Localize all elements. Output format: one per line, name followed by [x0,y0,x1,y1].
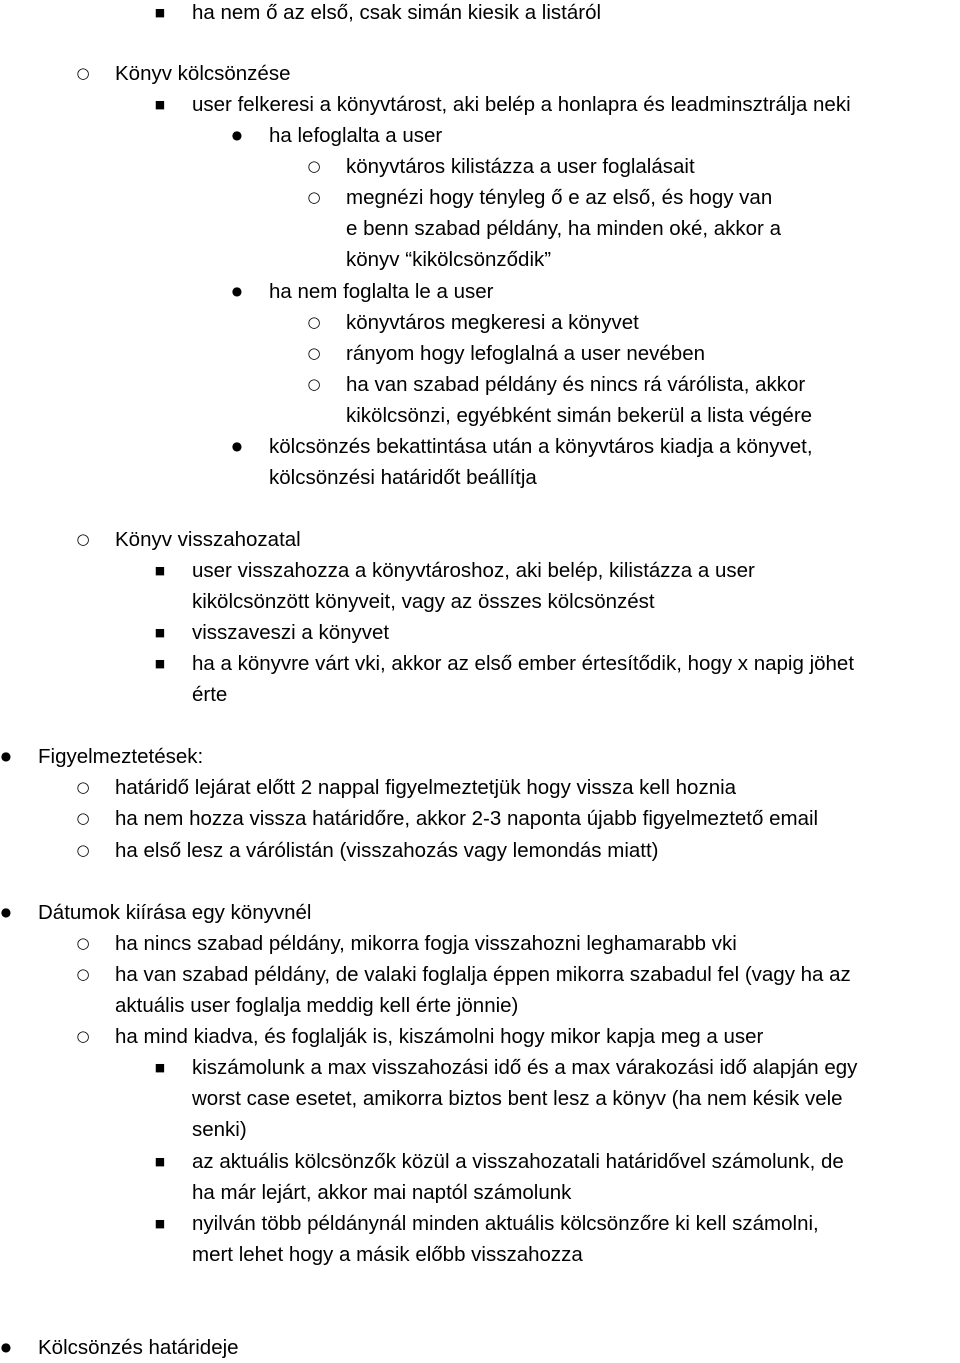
list-item-text: ha mind kiadva, és foglalják is, kiszámolni hogy mikor kapja meg a user [115,1025,764,1048]
section-heading: Könyv visszahozatal [115,528,301,551]
list-item-text: ha van szabad példány és nincs rá várólista, akkor [346,373,806,396]
list-item-text: nyilván több példánynál minden aktuális kölcsönzőre ki kell számolni, [192,1212,819,1235]
list-item-text: ha nincs szabad példány, mikorra fogja visszahozni leghamarabb vki [115,932,737,955]
square-bullet-icon: ■ [154,564,166,577]
list-item-text: user felkeresi a könyvtárost, aki belép a honlapra és leadminsztrálja neki [192,93,851,116]
list-item-text: ha nem foglalta le a user [269,280,494,303]
dot-bullet-icon: ● [0,749,12,763]
square-bullet-icon: ■ [154,98,166,111]
section-heading: Könyv kölcsönzése [115,62,291,85]
list-item-text: határidő lejárat előtt 2 nappal figyelmeztetjük hogy vissza kell hoznia [115,776,737,799]
list-item-text: kölcsönzési határidőt beállítja [269,466,537,489]
circle-bullet-icon: ○ [307,157,321,175]
square-bullet-icon: ■ [154,657,166,670]
list-item-text: könyv “kikölcsönződik” [346,248,552,271]
list-item-text: mert lehet hogy a másik előbb visszahozza [192,1243,583,1266]
list-item-text: visszaveszi a könyvet [192,621,390,644]
circle-bullet-icon: ○ [76,1027,90,1045]
circle-bullet-icon: ○ [307,375,321,393]
section-heading: Dátumok kiírása egy könyvnél [38,901,312,924]
dot-bullet-icon: ● [231,284,243,298]
list-item-text: kikölcsönzi, egyébként simán bekerül a lista végére [346,404,813,427]
dot-bullet-icon: ● [0,1340,12,1354]
list-item-text: ha első lesz a várólistán (visszahozás vagy lemondás miatt) [115,839,659,862]
dot-bullet-icon: ● [231,439,243,453]
list-item-text: kölcsönzés bekattintása után a könyvtáros kiadja a könyvet, [269,435,813,458]
circle-bullet-icon: ○ [307,313,321,331]
circle-bullet-icon: ○ [76,64,90,82]
circle-bullet-icon: ○ [76,530,90,548]
list-item-text: ha van szabad példány, de valaki foglalja éppen mikorra szabadul fel (vagy ha az [115,963,851,986]
list-item-text: könyvtáros megkeresi a könyvet [346,311,639,334]
square-bullet-icon: ■ [154,626,166,639]
circle-bullet-icon: ○ [76,934,90,952]
list-item-text: ha lefoglalta a user [269,124,443,147]
list-item-text: senki) [192,1118,247,1141]
dot-bullet-icon: ● [0,905,12,919]
list-item-text: kikölcsönzött könyveit, vagy az összes kölcsönzést [192,590,655,613]
circle-bullet-icon: ○ [76,841,90,859]
square-bullet-icon: ■ [154,6,166,19]
circle-bullet-icon: ○ [76,809,90,827]
circle-bullet-icon: ○ [76,778,90,796]
list-item-text: ha nem ő az első, csak simán kiesik a listáról [192,1,602,24]
circle-bullet-icon: ○ [307,344,321,362]
list-item-text: ha a könyvre várt vki, akkor az első ember értesítődik, hogy x napig jöhet [192,652,855,675]
square-bullet-icon: ■ [154,1155,166,1168]
list-item-text: rányom hogy lefoglalná a user nevében [346,342,705,365]
list-item-text: érte [192,683,228,706]
list-item-text: worst case esetet, amikorra biztos bent lesz a könyv (ha nem késik vele [192,1087,843,1110]
list-item-text: ha már lejárt, akkor mai naptól számolunk [192,1181,572,1204]
square-bullet-icon: ■ [154,1061,166,1074]
list-item-text: könyvtáros kilistázza a user foglalásait [346,155,695,178]
circle-bullet-icon: ○ [307,188,321,206]
circle-bullet-icon: ○ [76,965,90,983]
list-item-text: user visszahozza a könyvtároshoz, aki belép, kilistázza a user [192,559,755,582]
list-item-text: kiszámolunk a max visszahozási idő és a max várakozási idő alapján egy [192,1056,858,1079]
list-item-text: megnézi hogy tényleg ő e az első, és hogy van [346,186,773,209]
square-bullet-icon: ■ [154,1217,166,1230]
list-item-text: az aktuális kölcsönzők közül a visszahozatali határidővel számolunk, de [192,1150,844,1173]
section-heading: Figyelmeztetések: [38,745,204,768]
list-item-text: e benn szabad példány, ha minden oké, akkor a [346,217,781,240]
dot-bullet-icon: ● [231,128,243,142]
section-heading: Kölcsönzés határideje [38,1336,239,1359]
list-item-text: ha nem hozza vissza határidőre, akkor 2-3 naponta újabb figyelmeztető email [115,807,819,830]
list-item-text: aktuális user foglalja meddig kell érte jönnie) [115,994,519,1017]
